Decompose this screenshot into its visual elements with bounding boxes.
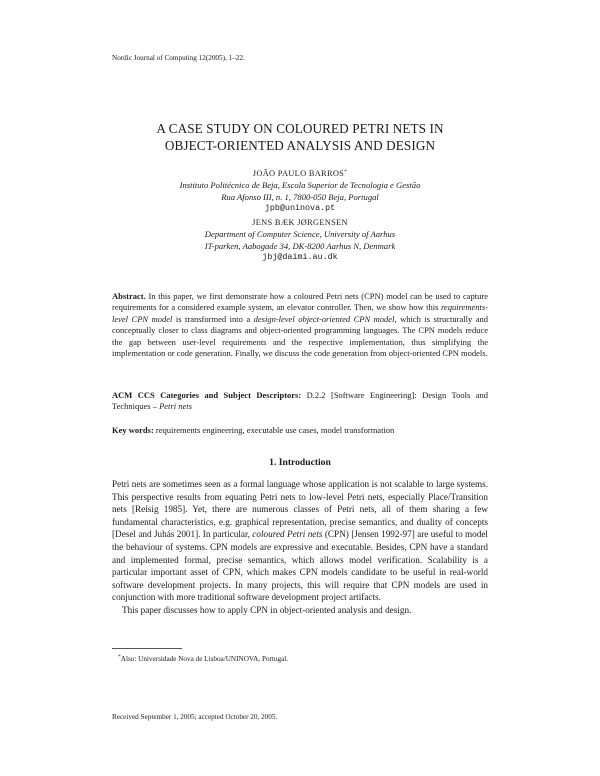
address-line: Rua Afonso III, n. 1, 7800-050 Beja, Portugal bbox=[221, 191, 379, 202]
abstract: Abstract. In this paper, we first demonstrate how a coloured Petri nets (CPN) model can be used to capture requirements for a considered example system, an elevator controller. Then, we show how this requirements-level CPN model is transformed into a design-level object-oriented CPN model, which is structurally and conceptually closer to class diagrams and object-oriented programming languages. The CPN models reduce the gap between user-level requirements and the respective implementation, thus simplifying the implementation or code generation. Finally, we discuss the code generation from object-oriented CPN models. bbox=[112, 291, 489, 359]
paper-title bbox=[90, 120, 510, 154]
received-dates: Received September 1, 2005; accepted October 20, 2005. bbox=[112, 713, 278, 721]
author-block-2 bbox=[90, 217, 510, 264]
acm-categories: ACM CCS Categories and Subject Descriptors: D.2.2 [Software Engineering]: Design Tools and Techniques – Petri nets bbox=[112, 390, 489, 412]
author-block-1 bbox=[90, 167, 510, 215]
section-heading: 1. Introduction bbox=[269, 457, 331, 468]
title-line-2: OBJECT-ORIENTED ANALYSIS AND DESIGN bbox=[164, 138, 436, 153]
author-email[interactable]: jpb@uninova.pt bbox=[264, 203, 336, 214]
author-email[interactable]: jbj@daimi.au.dk bbox=[262, 252, 338, 263]
author-name: JENS BÆK JØRGENSEN bbox=[252, 218, 348, 227]
abstract-label: Abstract. bbox=[112, 291, 146, 301]
acm-label: ACM CCS Categories and Subject Descriptors: bbox=[112, 390, 302, 400]
intro-paragraph-1: Petri nets are sometimes seen as a formal language whose application is not scalable to large systems. This perspective results from equating Petri nets to low-level Petri nets, especially Place/Transition nets [Reisig 1985]. Yet, there are numerous classes of Petri nets, all of them sharing a few fundamental characteristics, e.g. graphical representation, precise semantics, and duality of concepts [Desel and Juhás 2001]. In particular, coloured Petri nets (CPN) [Jensen 1992-97] are useful to model the behaviour of systems. CPN models are expressive and executable. Besides, CPN have a standard and implemented formal, precise semantics, which allows model verification. Scalability is a particular important asset of CPN, which makes CPN models candidate to be useful in real-world software development projects. In many projects, this will require that CPN models are used in conjunction with more traditional software development project artifacts. bbox=[112, 479, 488, 603]
introduction-body bbox=[112, 478, 488, 617]
journal-header: Nordic Journal of Computing 12(2005), 1–22. bbox=[112, 54, 245, 62]
footnote-divider bbox=[112, 648, 182, 649]
affiliation-line: Department of Computer Science, University of Aarhus bbox=[204, 228, 396, 239]
keywords: Key words: requirements engineering, executable use cases, model transformation bbox=[112, 425, 395, 435]
footnote: *Also: Universidade Nova de Lisboa/UNINOVA, Portugal. bbox=[118, 654, 289, 663]
address-line: IT-parken, Aabogade 34, DK-8200 Aarhus N, Denmark bbox=[204, 240, 396, 251]
title-line-1: A CASE STUDY ON COLOURED PETRI NETS IN bbox=[156, 121, 444, 136]
intro-paragraph-2: This paper discusses how to apply CPN in object-oriented analysis and design. bbox=[122, 604, 412, 615]
author-name: JOÃO PAULO BARROS* bbox=[252, 169, 348, 178]
affiliation-line: Instituto Politécnico de Beja, Escola Superior de Tecnologia e Gestão bbox=[179, 179, 421, 190]
keywords-label: Key words: bbox=[112, 425, 154, 435]
footnote-marker: * bbox=[344, 169, 348, 175]
